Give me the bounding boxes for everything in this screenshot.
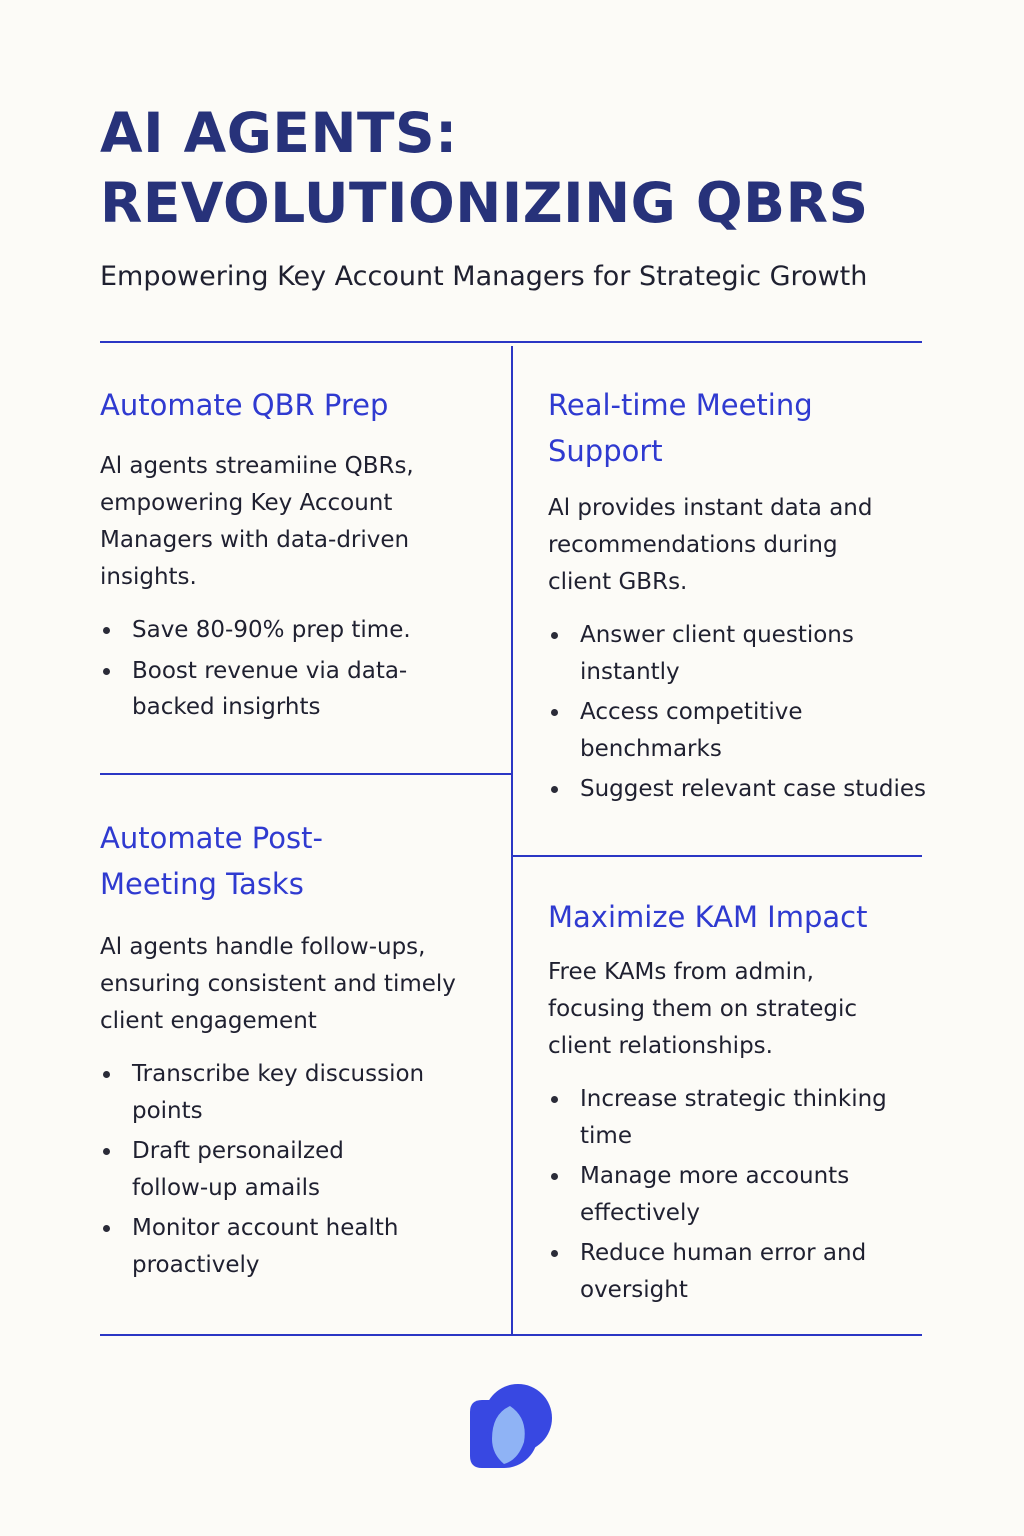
right-middle-divider (513, 855, 922, 857)
list-item-text: Answer client questions instantly (580, 622, 854, 685)
overlapping-circles-logo-icon (466, 1382, 556, 1472)
bullet-dot-icon (103, 668, 110, 675)
bullet-dot-icon (103, 1071, 110, 1078)
section-real-time-meeting-support (548, 382, 958, 808)
list-item-text: Suggest relevant case studies (580, 776, 926, 802)
list-item (548, 694, 880, 767)
list-item (100, 653, 422, 726)
list-item-text: Transcribe key discussion points (132, 1061, 425, 1124)
section-maximize-kam-impact (548, 894, 943, 1308)
bullet-list (100, 1056, 495, 1283)
section-description: Al agents handle follow-ups, ensuring consistent and timely client engagement (100, 934, 456, 1034)
section-heading: Automate QBR Prep (100, 388, 389, 422)
section-heading: Real-time Meeting Support (548, 388, 813, 468)
section-description: Al agents streamiine QBRs, empowering Key Account Managers with data-driven insights. (100, 453, 414, 590)
list-item-text: Increase strategic thinking time (580, 1086, 887, 1149)
list-item-text: Monitor account health proactively (132, 1215, 399, 1278)
list-item (100, 1056, 462, 1129)
list-item-text: Draft personailzed follow-up amails (132, 1138, 344, 1201)
section-heading: Automate Post-Meeting Tasks (100, 821, 323, 901)
page-title (100, 98, 960, 238)
bullet-dot-icon (551, 1250, 558, 1257)
section-automate-qbr-prep (100, 382, 495, 726)
center-vertical-divider (511, 346, 513, 1334)
list-item-text: Save 80-90% prep time. (132, 617, 411, 643)
section-automate-post-meeting-tasks (100, 815, 495, 1283)
bullet-dot-icon (103, 1148, 110, 1155)
left-middle-divider (100, 773, 511, 775)
list-item (100, 1210, 442, 1283)
list-item (100, 612, 495, 649)
bullet-dot-icon (551, 1096, 558, 1103)
bullet-dot-icon (551, 632, 558, 639)
bullet-list (548, 617, 958, 808)
list-item (548, 1081, 920, 1154)
bottom-divider (100, 1334, 922, 1336)
list-item-text: Manage more accounts effectively (580, 1163, 850, 1226)
top-divider (100, 341, 922, 343)
bullet-list (100, 612, 495, 726)
page-subtitle: Empowering Key Account Managers for Strategic Growth (100, 261, 868, 292)
list-item (548, 771, 990, 808)
bullet-list (548, 1081, 943, 1308)
list-item-text: Access competitive benchmarks (580, 699, 803, 762)
bullet-dot-icon (103, 1225, 110, 1232)
bullet-dot-icon (551, 1173, 558, 1180)
list-item-text: Reduce human error and oversight (580, 1240, 867, 1303)
logo-svg (466, 1382, 556, 1472)
section-description: Al provides instant data and recommendations during client GBRs. (548, 495, 873, 595)
list-item (548, 1235, 870, 1308)
list-item-text: Boost revenue via data-backed insigrhts (132, 657, 408, 720)
bullet-dot-icon (551, 709, 558, 716)
section-heading: Maximize KAM Impact (548, 900, 868, 934)
section-description: Free KAMs from admin, focusing them on strategic client relationships. (548, 959, 858, 1059)
list-item (548, 617, 910, 690)
bullet-dot-icon (551, 786, 558, 793)
list-item (100, 1133, 392, 1206)
bullet-dot-icon (103, 627, 110, 634)
title-line-1: AI AGENTS: (100, 101, 458, 165)
title-line-2: REVOLUTIONIZING QBRS (100, 171, 869, 235)
list-item (548, 1158, 900, 1231)
